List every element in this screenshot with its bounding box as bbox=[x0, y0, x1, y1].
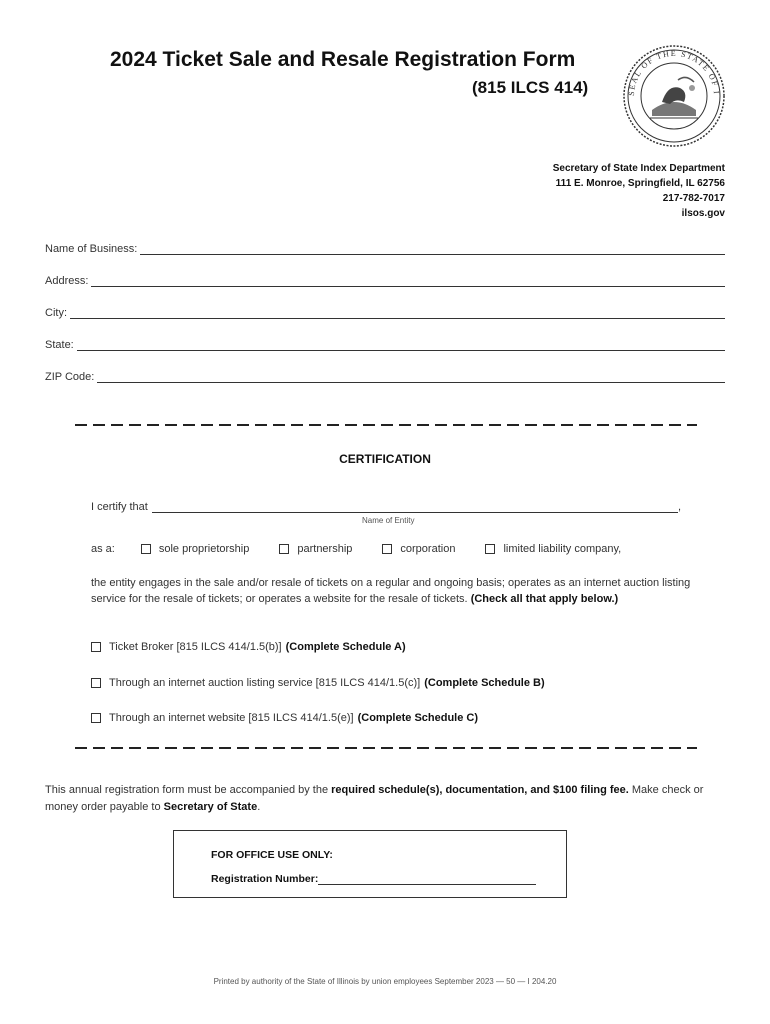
option-text: Ticket Broker [815 ILCS 414/1.5(b)] bbox=[109, 641, 282, 653]
note-bold-requirements: required schedule(s), documentation, and $100 filing fee. bbox=[331, 784, 629, 796]
checkbox-icon[interactable] bbox=[91, 678, 101, 688]
address-line: 217-782-7017 bbox=[662, 193, 725, 204]
department-address bbox=[553, 161, 725, 221]
checkbox-icon[interactable] bbox=[382, 544, 392, 554]
option-text: Through an internet auction listing service [815 ILCS 414/1.5(c)] bbox=[109, 677, 421, 689]
checkbox-internet-website[interactable] bbox=[91, 712, 478, 724]
option-llc[interactable] bbox=[485, 543, 621, 555]
option-label: partnership bbox=[297, 543, 353, 555]
option-label: limited liability company, bbox=[503, 543, 622, 555]
address-line: ilsos.gov bbox=[681, 208, 725, 219]
field-label: City: bbox=[45, 307, 67, 319]
seal-text: SEAL OF THE STATE OF I bbox=[626, 48, 722, 97]
annual-registration-note bbox=[45, 782, 735, 816]
city-field[interactable] bbox=[45, 307, 725, 319]
business-name-field[interactable] bbox=[45, 243, 725, 255]
address-line: 111 E. Monroe, Springfield, IL 62756 bbox=[555, 178, 725, 189]
option-schedule: (Complete Schedule A) bbox=[285, 641, 406, 653]
option-text: Through an internet website [815 ILCS 414/1.5(e)] bbox=[109, 712, 354, 724]
print-authority-footer: Printed by authority of the State of Illinois by union employees September 2023 — 50 — I 204.20 bbox=[213, 977, 557, 986]
dashed-divider bbox=[75, 747, 697, 749]
note-text: Make check or money order payable to bbox=[45, 784, 704, 813]
checkbox-icon[interactable] bbox=[91, 642, 101, 652]
dashed-divider bbox=[75, 424, 697, 426]
note-text: This annual registration form must be accompanied by the bbox=[45, 784, 329, 796]
note-end: . bbox=[257, 801, 261, 813]
registration-number-field[interactable] bbox=[211, 873, 536, 885]
option-label: corporation bbox=[400, 543, 456, 555]
field-label: Name of Business: bbox=[45, 243, 138, 255]
checkbox-internet-auction[interactable] bbox=[91, 677, 545, 689]
option-schedule: (Complete Schedule C) bbox=[357, 712, 479, 724]
fill-line[interactable] bbox=[91, 277, 725, 287]
statement-instruction: (Check all that apply below.) bbox=[470, 593, 619, 605]
address-field[interactable] bbox=[45, 275, 725, 287]
note-bold-payee: Secretary of State bbox=[163, 801, 258, 813]
entity-type-row bbox=[91, 543, 621, 555]
checkbox-ticket-broker[interactable] bbox=[91, 641, 406, 653]
field-label: ZIP Code: bbox=[45, 371, 95, 383]
certification-heading: CERTIFICATION bbox=[339, 452, 431, 466]
checkbox-icon[interactable] bbox=[141, 544, 151, 554]
statement-text: the entity engages in the sale and/or resale of tickets on a regular and ongoing basis; operates as an internet auction listing service for the resale of tickets; or operates a website for the resale of tickets. bbox=[91, 577, 691, 605]
option-schedule: (Complete Schedule B) bbox=[424, 677, 545, 689]
fill-line[interactable] bbox=[77, 341, 725, 351]
address-line: Secretary of State Index Department bbox=[552, 163, 725, 174]
field-label: Address: bbox=[45, 275, 89, 287]
option-partnership[interactable] bbox=[279, 543, 352, 555]
entity-name-line[interactable] bbox=[152, 503, 678, 513]
office-use-heading: FOR OFFICE USE ONLY: bbox=[211, 849, 333, 861]
state-field[interactable] bbox=[45, 339, 725, 351]
fill-line[interactable] bbox=[318, 875, 536, 885]
certify-suffix: , bbox=[677, 501, 681, 513]
form-subtitle: (815 ILCS 414) bbox=[472, 78, 589, 97]
state-seal-icon bbox=[622, 44, 726, 148]
fill-line[interactable] bbox=[97, 373, 725, 383]
checkbox-icon[interactable] bbox=[485, 544, 495, 554]
checkbox-icon[interactable] bbox=[279, 544, 289, 554]
zip-code-field[interactable] bbox=[45, 371, 725, 383]
form-title: 2024 Ticket Sale and Resale Registration Form bbox=[110, 48, 576, 71]
certification-statement bbox=[91, 575, 691, 607]
office-use-box bbox=[173, 830, 567, 898]
certify-entity-field[interactable] bbox=[91, 501, 681, 513]
option-sole-proprietorship[interactable] bbox=[141, 543, 250, 555]
option-label: sole proprietorship bbox=[158, 543, 250, 555]
as-a-label: as a: bbox=[91, 543, 115, 555]
fill-line[interactable] bbox=[140, 245, 725, 255]
fill-line[interactable] bbox=[70, 309, 725, 319]
certify-prefix: I certify that bbox=[91, 501, 148, 513]
field-label: State: bbox=[45, 339, 74, 351]
checkbox-icon[interactable] bbox=[91, 713, 101, 723]
registration-number-label: Registration Number: bbox=[211, 873, 319, 885]
entity-caption: Name of Entity bbox=[362, 516, 415, 525]
option-corporation[interactable] bbox=[382, 543, 455, 555]
